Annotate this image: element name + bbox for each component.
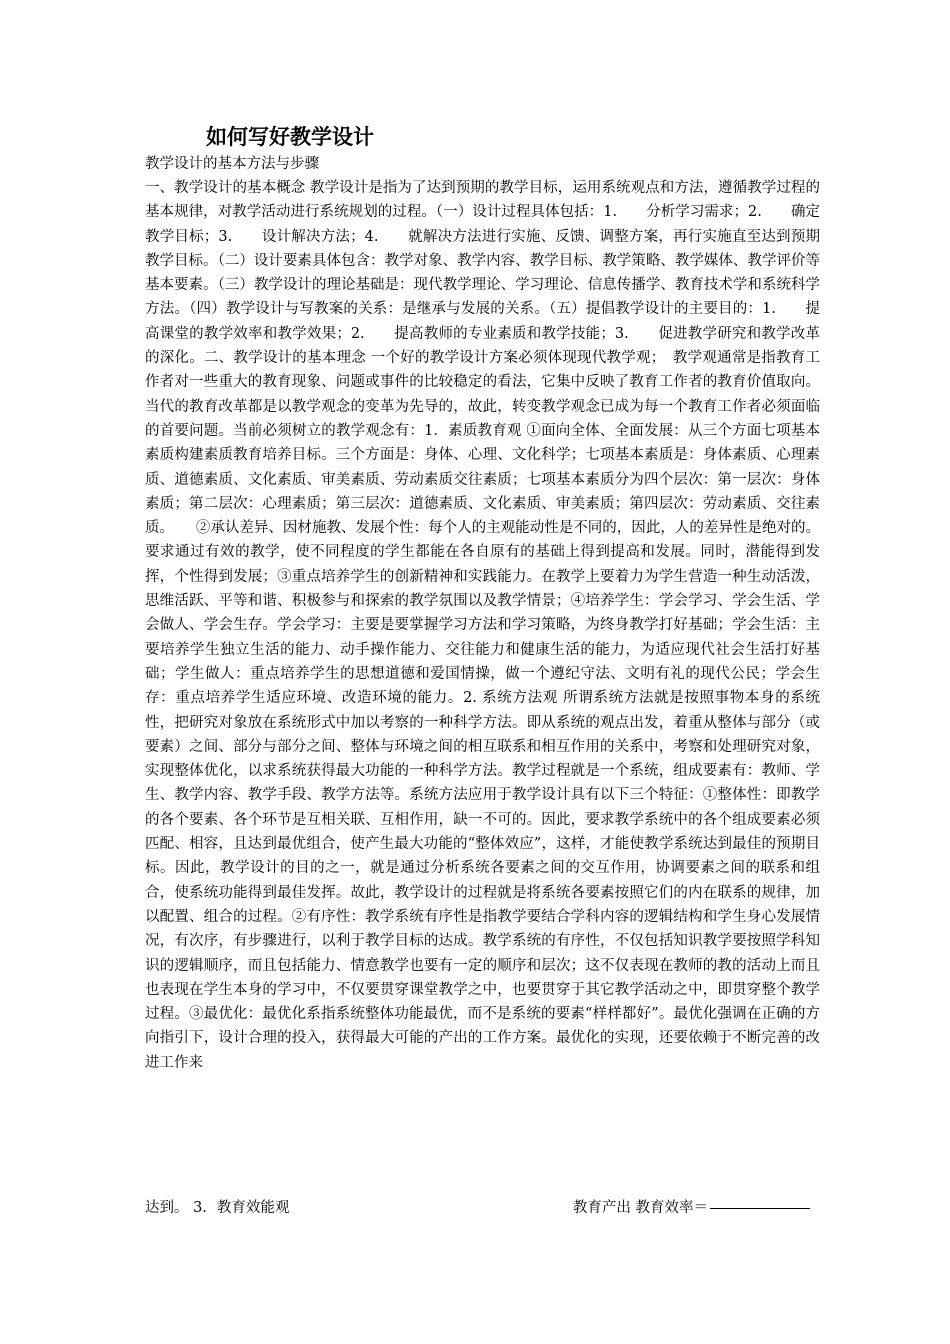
efficiency-formula xyxy=(573,1196,810,1220)
document-last-line xyxy=(145,1196,810,1220)
document-title: 如何写好教学设计 xyxy=(206,124,374,149)
efficiency-formula-text: 教育产出 教育效率＝ xyxy=(572,1200,708,1216)
document-body: 一、教学设计的基本概念 教学设计是指为了达到预期的教学目标，运用系统观点和方法，遵循教学过程的基本规律，对教学活动进行系统规划的过程。（一）设计过程具体包括：1. 分析学习需求；2. 确定教学目标；3. 设计解决方法；4. 就解决方法进行实施、反馈、调整方案，再行实施直至达到预期教学目标。（二）设计要素具体包含：教学对象、教学内容、教学目标、教学策略、教学媒体、教学评价等基本要素。（三）教学设计的理论基础是：现代教学理论、学习理论、信息传播学、教育技术学和系统科学方法。（四）教学设计与写教案的关系：是继承与发展的关系。（五）提倡教学设计的主要目的：1. 提高课堂的教学效率和教学效果；2. 提高教师的专业素质和教学技能；3. 促进教学研究和教学改革的深化。二、教学设计的基本理念 一个好的教学设计方案必须体现现代教学观； 教学观通常是指教育工作者对一些重大的教育现象、问题或事件的比较稳定的看法，它集中反映了教育工作者的教育价值取向。当代的教育改革都是以教学观念的变革为先导的，故此，转变教学观念已成为每一个教育工作者必须面临的首要问题。当前必须树立的教学观念有：1．素质教育观 ①面向全体、全面发展：从三个方面七项基本素质构建素质教育培养目标。三个方面是：身体、心理、文化科学；七项基本素质是：身体素质、心理素质、道德素质、文化素质、审美素质、劳动素质交往素质；七项基本素质分为四个层次：第一层次：身体素质；第二层次：心理素质；第三层次：道德素质、文化素质、审美素质；第四层次：劳动素质、交往素质。 ②承认差异、因材施教、发展个性：每个人的主观能动性是不同的，因此，人的差异性是绝对的。要求通过有效的教学，使不同程度的学生都能在各自原有的基础上得到提高和发展。同时，潜能得到发挥，个性得到发展；③重点培养学生的创新精神和实践能力。在教学上要着力为学生营造一种生动活泼，思维活跃、平等和谐、积极参与和探索的教学氛围以及教学情景；④培养学生：学会学习、学会生活、学会做人、学会生存。学会学习：主要是要掌握学习方法和学习策略，为终身教学打好基础；学会生活：主要培养学生独立生活的能力、动手操作能力、交往能力和健康生活的能力，为适应现代社会生活打好基础；学生做人：重点培养学生的思想道德和爱国情操，做一个遵纪守法、文明有礼的现代公民；学会生存：重点培养学生适应环境、改造环境的能力。2. 系统方法观 所谓系统方法就是按照事物本身的系统性，把研究对象放在系统形式中加以考察的一种科学方法。即从系统的观点出发，着重从整体与部分（或要素）之间、部分与部分之间、整体与环境之间的相互联系和相互作用的关系中，考察和处理研究对象，实现整体优化，以求系统获得最大功能的一种科学方法。教学过程就是一个系统，组成要素有：教师、学生、教学内容、教学手段、教学方法等。系统方法应用于教学设计具有以下三个特征：①整体性：即教学的各个要素、各个环节是互相关联、互相作用，缺一不可的。因此，要求教学系统中的各个组成要素必须匹配、相容，且达到最优组合，使产生最大功能的“整体效应”，这样，才能使教学系统达到最佳的预期目标。因此，教学设计的目的之一，就是通过分析系统各要素之间的交互作用，协调要素之间的联系和组合，使系统功能得到最佳发挥。故此，教学设计的过程就是将系统各要素按照它们的内在联系的规律，加以配置、组合的过程。②有序性：教学系统有序性是指教学要结合学科内容的逻辑结构和学生身心发展情况，有次序，有步骤进行，以利于教学目标的达成。教学系统的有序性，不仅包括知识教学要按照学科知识的逻辑顺序，而且包括能力、情意教学也要有一定的顺序和层次；这不仅表现在教师的教的活动上而且也表现在学生本身的学习中，不仅要贯穿课堂教学之中，也要贯穿于其它教学活动之中，即贯穿整个教学过程。③最优化：最优化系指系统整体功能最优，而不是系统的要素“样样都好”。最优化强调在正确的方向指引下，设计合理的投入，获得最大可能的产出的工作方案。最优化的实现，还要依赖于不断完善的改进工作来 xyxy=(145,180,820,1071)
last-line-left-text: 达到。 3．教育效能观 xyxy=(145,1200,290,1216)
document-subtitle: 教学设计的基本方法与步骤 xyxy=(145,156,319,172)
fraction-line xyxy=(710,1208,810,1209)
